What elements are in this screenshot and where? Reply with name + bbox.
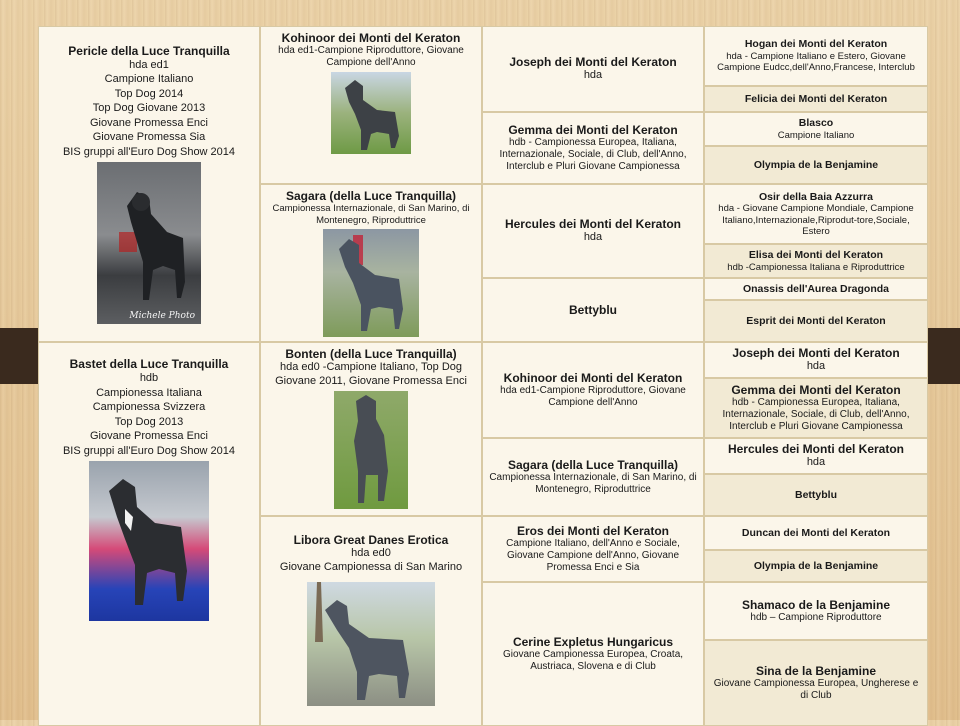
dog-name: Gemma dei Monti del Keraton xyxy=(731,383,901,397)
dog-titles: hda ed0 Giovane Campionessa di San Marino xyxy=(279,547,463,573)
dog-name: Sagara (della Luce Tranquilla) xyxy=(507,458,679,472)
gen1-sire xyxy=(38,26,260,342)
great-dane-photo xyxy=(331,72,411,154)
gen4-cell xyxy=(704,516,928,550)
gen4-cell xyxy=(704,342,928,378)
gen4-cell xyxy=(704,278,928,300)
great-dane-photo xyxy=(323,229,419,337)
dog-titles: hda ed1 Campione Italiano Top Dog 2014 Top Dog Giovane 2013 Giovane Promessa Enci Giovane Promessa Sia BIS gruppi all'Euro Dog Show 2014 xyxy=(62,58,236,158)
gen3-cell xyxy=(482,516,704,582)
dog-titles: hdb - Campionessa Europea, Italiana, Internazionale, Sociale, di Club, dell'Anno, Interclub e Pluri Giovane Campionessa xyxy=(722,397,910,432)
dog-name: Sina de la Benjamine xyxy=(755,664,877,678)
gen4-cell xyxy=(704,86,928,112)
gen3-cell xyxy=(482,582,704,726)
dog-titles: hda - Giovane Campione Mondiale, Campione Italiano,Internazionale,Riprodut-tore,Sociale, Estero xyxy=(718,203,914,237)
dog-name: Bastet della Luce Tranquilla xyxy=(69,357,229,371)
dog-name: Esprit dei Monti del Keraton xyxy=(746,314,886,327)
dog-titles: hda xyxy=(806,456,826,469)
dog-titles: Giovane Campionessa Europea, Ungherese e di Club xyxy=(713,678,919,701)
gen1-dam xyxy=(38,342,260,726)
gen4-cell xyxy=(704,438,928,474)
dog-name: Sagara (della Luce Tranquilla) xyxy=(285,189,457,203)
gen4-cell xyxy=(704,474,928,516)
dog-titles: Giovane Campionessa Europea, Croata, Austriaca, Slovena e di Club xyxy=(502,649,684,672)
gen3-cell xyxy=(482,26,704,112)
dog-titles: hda ed1-Campione Riproduttore, Giovane Campione dell'Anno xyxy=(500,385,686,408)
great-dane-photo xyxy=(307,582,435,706)
dog-name: Pericle della Luce Tranquilla xyxy=(68,43,230,58)
great-dane-photo xyxy=(89,461,209,621)
dog-name: Elisa dei Monti del Keraton xyxy=(748,249,884,261)
dog-name: Hercules dei Monti del Keraton xyxy=(504,217,682,232)
gen3-cell xyxy=(482,112,704,184)
gen4-cell xyxy=(704,582,928,640)
gen4-cell xyxy=(704,146,928,184)
gen2-cell xyxy=(260,516,482,726)
dog-name: Eros dei Monti del Keraton xyxy=(516,524,669,538)
dog-name: Gemma dei Monti del Keraton xyxy=(508,123,678,137)
dog-titles: hdb – Campione Riproduttore xyxy=(750,612,882,623)
gen4-cell xyxy=(704,550,928,582)
gen4-cell xyxy=(704,26,928,86)
dog-titles: Campione Italiano, dell'Anno e Sociale, Giovane Campione dell'Anno, Giovane Promessa Enci e Sia xyxy=(506,538,680,573)
dog-name: Felicia dei Monti del Keraton xyxy=(744,92,888,105)
gen4-cell xyxy=(704,640,928,726)
gen4-cell xyxy=(704,300,928,342)
dog-titles: hda xyxy=(583,69,603,82)
dog-titles: hda - Campione Italiano e Estero, Giovane Campione Eudcc,dell'Anno,Francese, Interclub xyxy=(717,50,915,74)
dog-titles: Campionessa Internazionale, di San Marino, di Montenegro, Riproduttrice xyxy=(489,472,697,495)
dog-name: Bettyblu xyxy=(569,303,617,317)
dog-name: Libora Great Danes Erotica xyxy=(293,533,449,547)
dog-titles: hdb - Campionessa Europea, Italiana, Internazionale, Sociale, di Club, dell'Anno, Interclub e Pluri Giovane Campionessa xyxy=(499,137,687,172)
dog-titles: hda xyxy=(806,360,826,373)
dog-name: Blasco xyxy=(798,117,834,129)
gen3-cell xyxy=(482,438,704,516)
dog-name: Onassis dell'Aurea Dragonda xyxy=(742,282,890,295)
dog-name: Joseph dei Monti del Keraton xyxy=(509,55,677,70)
dog-titles: hdb Campionessa Italiana Campionessa Svizzera Top Dog 2013 Giovane Promessa Enci BIS gruppi all'Euro Dog Show 2014 xyxy=(62,372,236,457)
dog-titles: hda ed1-Campione Riproduttore, Giovane Campione dell'Anno xyxy=(278,45,464,68)
dog-name: Hercules dei Monti del Keraton xyxy=(727,442,905,457)
dog-name: Kohinoor dei Monti del Keraton xyxy=(503,371,683,385)
dog-name: Hogan dei Monti del Keraton xyxy=(744,38,888,51)
watermark: Michele Photo xyxy=(129,311,195,322)
gen4-cell xyxy=(704,378,928,438)
dog-name: Bonten (della Luce Tranquilla) xyxy=(285,347,457,361)
dog-titles: hda ed0 -Campione Italiano, Top Dog Giovane 2011, Giovane Promessa Enci xyxy=(275,361,467,387)
dog-name: Olympia de la Benjamine xyxy=(753,559,879,572)
gen4-cell xyxy=(704,244,928,278)
dog-titles: hdb -Campionessa Italiana e Riproduttrice xyxy=(727,261,905,273)
gen3-cell xyxy=(482,342,704,438)
dog-titles: hda xyxy=(583,231,603,244)
dog-name: Joseph dei Monti del Keraton xyxy=(732,346,900,361)
pedigree-table xyxy=(38,26,928,726)
great-dane-photo xyxy=(334,391,408,509)
dog-name: Olympia de la Benjamine xyxy=(753,158,879,171)
gen3-cell xyxy=(482,184,704,278)
dog-name: Duncan dei Monti del Keraton xyxy=(741,526,891,539)
gen4-cell xyxy=(704,112,928,146)
dog-name: Kohinoor dei Monti del Keraton xyxy=(281,31,461,45)
gen4-cell xyxy=(704,184,928,244)
dog-name: Cerine Expletus Hungaricus xyxy=(512,635,674,649)
dog-name: Bettyblu xyxy=(795,488,837,501)
gen2-cell xyxy=(260,26,482,184)
gen2-cell xyxy=(260,184,482,342)
gen2-cell xyxy=(260,342,482,516)
great-dane-photo xyxy=(97,162,201,324)
dog-name: Shamaco de la Benjamine xyxy=(741,598,891,612)
dog-titles: Campione Italiano xyxy=(777,129,855,141)
dog-titles: Campionessa Internazionale, di San Marino, di Montenegro, Riproduttrice xyxy=(272,203,470,226)
dog-name: Osir della Baia Azzurra xyxy=(759,190,873,203)
gen3-cell xyxy=(482,278,704,342)
